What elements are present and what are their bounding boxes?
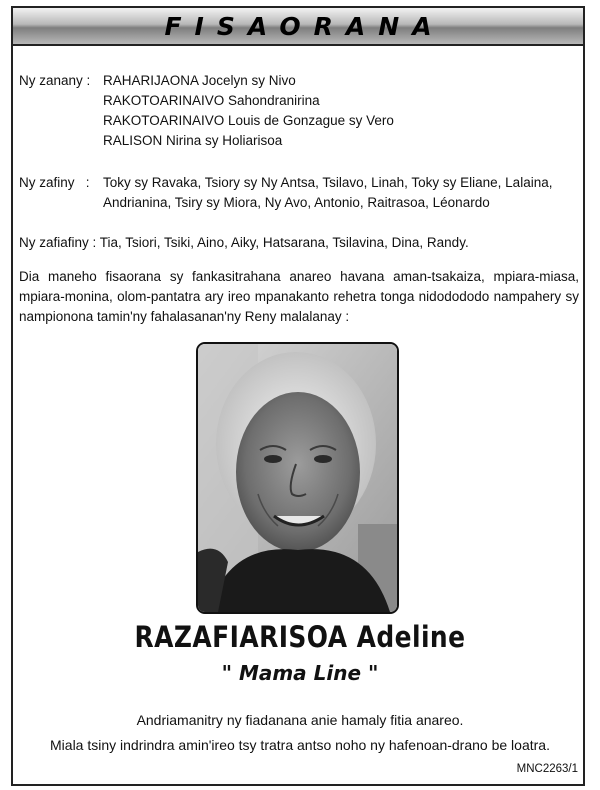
- page-title: FISAORANA: [164, 11, 445, 41]
- deceased-nickname: " Mama Line ": [221, 661, 379, 685]
- children-name: RAKOTOARINAIVO Louis de Gonzague sy Vero: [103, 113, 394, 128]
- reference-code: MNC2263/1: [516, 763, 578, 775]
- grandchildren-label: Ny zafiny :: [19, 175, 90, 190]
- header-banner: [11, 6, 585, 46]
- great-grandchildren-line: Ny zafiafiny : Tia, Tsiori, Tsiki, Aino, Aiky, Hatsarana, Tsilavina, Dina, Randy.: [19, 235, 469, 250]
- thanks-paragraph: Dia maneho fisaorana sy fankasitrahana anareo havana aman-tsakaiza, mpiara-miasa, mpiara-monina, olom-pantatra ary ireo mpanakanto rehetra tonga nidodododo nampahery sy nampionona tamin'ny fahalasanan'ny Reny malalanay :: [19, 269, 579, 324]
- children-name: RALISON Nirina sy Holiarisoa: [103, 133, 283, 148]
- portrait-photo: [196, 342, 399, 614]
- closing-line: Miala tsiny indrindra amin'ireo tsy tratra antso noho ny hafenoan-drano be loatra.: [50, 737, 550, 753]
- children-name: RAHARIJAONA Jocelyn sy Nivo: [103, 73, 296, 88]
- closing-line: Andriamanitry ny fiadanana anie hamaly fitia anareo.: [136, 712, 464, 728]
- children-label: Ny zanany :: [19, 73, 91, 88]
- deceased-name: RAZAFIARISOA Adeline: [134, 620, 466, 654]
- grandchildren-line: Andrianina, Tsiry sy Miora, Ny Avo, Antonio, Raitrasoa, Léonardo: [103, 195, 490, 210]
- grandchildren-line: Toky sy Ravaka, Tsiory sy Ny Antsa, Tsilavo, Linah, Toky sy Eliane, Lalaina,: [103, 175, 553, 190]
- children-name: RAKOTOARINAIVO Sahondranirina: [103, 93, 320, 108]
